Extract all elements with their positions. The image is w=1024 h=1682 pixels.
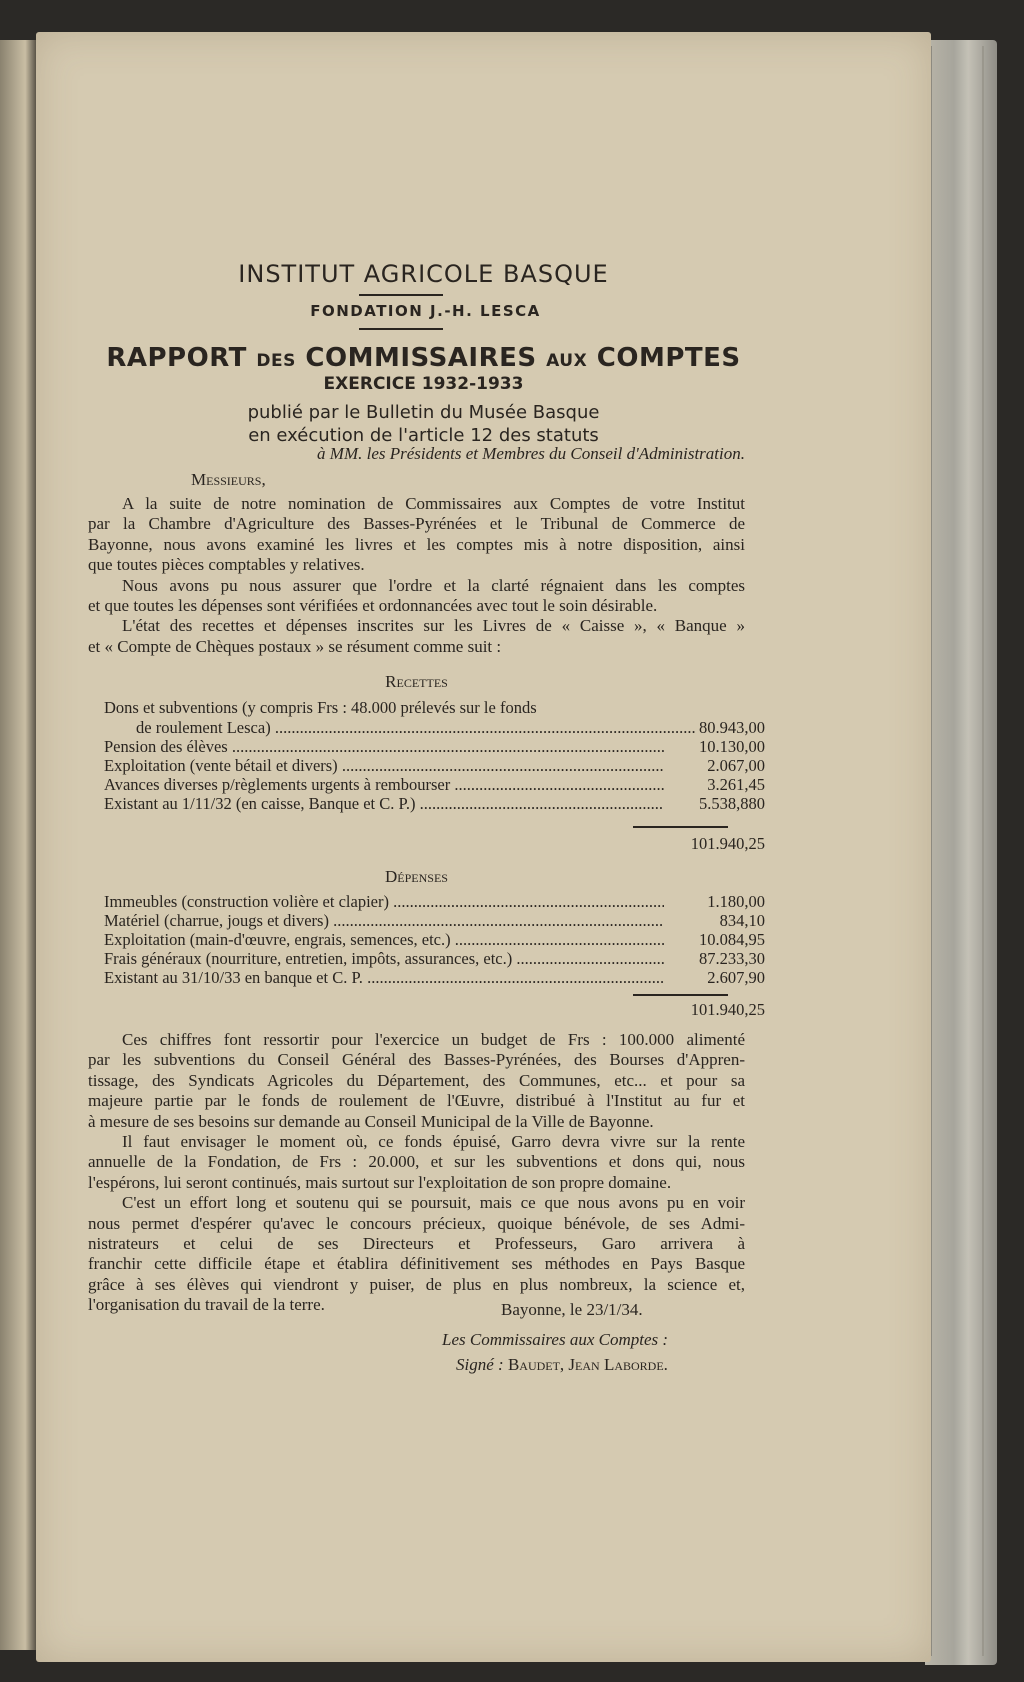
text-line: franchir cette difficile étape et établira définitivement ses méthodes en Pays Basque <box>88 1254 745 1274</box>
text-line: nous permet d'espérer qu'avec le concours précieux, quoique bénévole, de ses Admi- <box>88 1213 745 1233</box>
text-line: Bayonne, nous avons examiné les livres et les comptes mis à notre disposition, ainsi <box>88 534 745 554</box>
row-amount: 80.943,00 <box>699 718 765 737</box>
text-line: par la Chambre d'Agriculture des Basses-Pyrénées et le Tribunal de Commerce de <box>88 514 745 534</box>
publication-line: publié par le Bulletin du Musée Basque <box>247 402 600 423</box>
row-label: de roulement Lesca) ..... <box>104 718 696 738</box>
publication-line: en exécution de l'article 12 des statuts <box>248 425 599 446</box>
intro-text <box>88 494 745 657</box>
depenses-total: 101.940,25 <box>690 1000 765 1019</box>
text-line: l'espérons, lui seront continués, mais surtout sur l'exploitation de son propre domaine. <box>88 1172 672 1192</box>
publication-note <box>0 401 871 447</box>
recettes-row <box>104 737 765 757</box>
recettes-total: 101.940,25 <box>690 834 765 853</box>
depenses-row <box>104 930 765 950</box>
row-label: Exploitation (vente bétail et divers) ..... <box>104 756 664 776</box>
recettes-total-row <box>104 834 765 854</box>
row-label: Frais généraux (nourriture, entretien, impôts, assurances, etc.) ..... <box>104 949 664 969</box>
row-label: Matériel (charrue, jougs et divers) ..... <box>104 911 664 931</box>
depenses-row <box>104 892 765 912</box>
title-word: COMPTES <box>596 343 741 373</box>
title-word: RAPPORT <box>106 343 247 373</box>
recettes-heading: Recettes <box>385 672 448 691</box>
title-word: DES <box>256 351 296 371</box>
place-date: Bayonne, le 23/1/34. <box>501 1300 643 1319</box>
title-word: AUX <box>546 351 588 371</box>
text-line: et « Compte de Chèques postaux » se résument comme suit : <box>88 636 502 656</box>
row-amount: 87.233,30 <box>699 949 765 968</box>
foundation-name: FONDATION J.-H. LESCA <box>310 302 541 320</box>
row-label: Existant au 1/11/32 (en caisse, Banque et C. P.) ..... <box>104 794 664 814</box>
depenses-row <box>104 968 765 988</box>
text-line: grâce à ses élèves qui viendront y puiser, de plus en plus nombreux, la science et, <box>88 1274 745 1294</box>
institute-name: INSTITUT AGRICOLE BASQUE <box>238 260 609 288</box>
page-stack-lines <box>930 46 984 1656</box>
text-line: annuelle de la Fondation, de Frs : 20.000, et sur les subventions et dons qui, nous <box>88 1152 745 1172</box>
text-line: Il faut envisager le moment où, ce fonds épuisé, Garro devra vivre sur la rente <box>122 1131 745 1151</box>
signed-label: Signé : <box>456 1355 504 1374</box>
recettes-row <box>104 794 765 814</box>
recettes-first-line <box>104 698 765 718</box>
row-label: Immeubles (construction volière et clapier) ..... <box>104 892 664 912</box>
row-amount: 2.067,00 <box>707 756 765 775</box>
closing-text <box>88 1030 745 1315</box>
row-amount: 3.261,45 <box>707 775 765 794</box>
text-line: A la suite de notre nomination de Commissaires aux Comptes de votre Institut <box>122 494 745 513</box>
signatory-names: Baudet, Jean Laborde. <box>507 1355 668 1374</box>
depenses-row <box>104 949 765 969</box>
document-page <box>36 32 931 1662</box>
signed-line <box>456 1355 668 1375</box>
text-line: Ces chiffres font ressortir pour l'exercice un budget de Frs : 100.000 alimenté <box>122 1030 745 1049</box>
row-label: Dons et subventions (y compris Frs : 48.000 prélevés sur le fonds <box>104 698 537 717</box>
signatory-role: Les Commissaires aux Comptes : <box>442 1330 669 1349</box>
recettes-row <box>104 756 765 776</box>
title-word: COMMISSAIRES <box>305 343 537 373</box>
row-amount: 834,10 <box>719 911 765 930</box>
text-line: majeure partie par le fonds de roulement de l'Œuvre, distribué à l'Institut au fur et <box>88 1091 745 1111</box>
exercise-year: EXERCICE 1932-1933 <box>323 374 524 394</box>
text-line: L'état des recettes et dépenses inscrites sur les Livres de « Caisse », « Banque » <box>122 616 745 636</box>
sum-rule <box>633 994 728 996</box>
row-amount: 10.084,95 <box>699 930 765 949</box>
salutation: Messieurs, <box>191 470 266 489</box>
text-line: que toutes pièces comptables y relatives. <box>88 555 365 575</box>
row-amount: 5.538,880 <box>699 794 765 813</box>
row-amount: 10.130,00 <box>699 737 765 756</box>
text-line: Nous avons pu nous assurer que l'ordre et la clarté régnaient dans les comptes <box>122 575 745 595</box>
text-line: par les subventions du Conseil Général des Basses-Pyrénées, des Bourses d'Appren- <box>88 1050 745 1070</box>
depenses-heading: Dépenses <box>385 867 448 886</box>
row-label: Avances diverses p/règlements urgents à rembourser ..... <box>104 775 664 795</box>
sum-rule <box>633 826 728 828</box>
divider <box>359 328 443 330</box>
depenses-total-row <box>104 1000 765 1020</box>
text-line: C'est un effort long et soutenu qui se poursuit, mais ce que nous avons pu en voir <box>122 1193 745 1213</box>
address-line: à MM. les Présidents et Membres du Conseil d'Administration. <box>317 444 745 463</box>
row-label: Existant au 31/10/33 en banque et C. P. ..... <box>104 968 664 988</box>
text-line: l'organisation du travail de la terre. <box>88 1295 325 1315</box>
recettes-row <box>104 775 765 795</box>
row-amount: 1.180,00 <box>707 892 765 911</box>
row-amount: 2.607,90 <box>707 968 765 987</box>
report-title <box>0 343 871 373</box>
row-label: Exploitation (main-d'œuvre, engrais, semences, etc.) ..... <box>104 930 664 950</box>
text-line: tissage, des Syndicats Agricoles du Département, des Communes, etc... et pour sa <box>88 1070 745 1090</box>
recettes-row <box>104 718 765 738</box>
depenses-row <box>104 911 765 931</box>
text-line: et que toutes les dépenses sont vérifiées et ordonnancées avec tout le soin désirable. <box>88 595 658 615</box>
text-line: nistrateurs et celui de ses Directeurs et Professeurs, Garo arrivera à <box>88 1233 745 1253</box>
text-line: à mesure de ses besoins sur demande au Conseil Municipal de la Ville de Bayonne. <box>88 1111 654 1131</box>
divider <box>359 294 443 296</box>
row-label: Pension des élèves ..... <box>104 737 664 757</box>
